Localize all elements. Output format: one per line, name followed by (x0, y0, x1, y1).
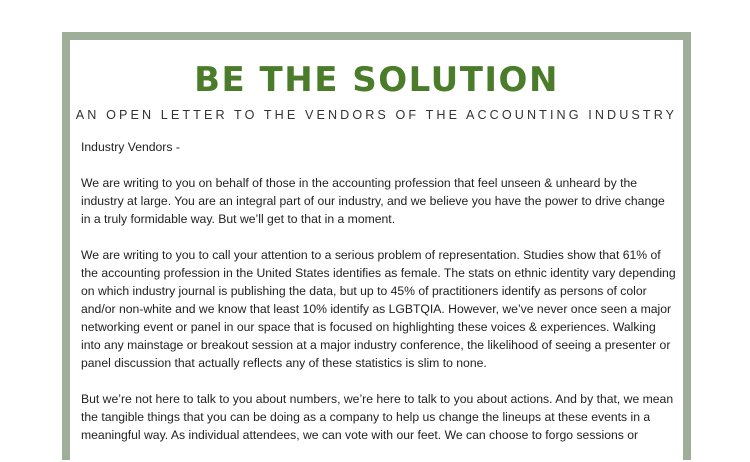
letter-subtitle: AN OPEN LETTER TO THE VENDORS OF THE ACCOUNTING INDUSTRY (75, 108, 678, 122)
paragraph-actions: But we’re not here to talk to you about numbers, we’re here to talk to you about actions. And by that, we mean the tangible things that you can be doing as a company to help us change the lineups at these events in a meaningful way. As individual attendees, we can vote with our feet. We can choose to forgo sessions or (81, 392, 674, 442)
letter-frame (62, 32, 691, 460)
paragraph-representation: We are writing to you to call your attention to a serious problem of representation. Studies show that 61% of the accounting profession in the United States identifies as female. The stats on ethnic identity vary depending on which industry journal is publishing the data, but up to 45% of practitioners identify as persons of color and/or non-white and we know that least 10% identify as LGBTQIA. However, we’ve never once seen a major networking event or panel in our space that is focused on highlighting these voices & experiences. Walking into any mainstage or breakout session at a major industry conference, the likelihood of seeing a presenter or panel discussion that actually reflects any of these statistics is slim to none. (81, 248, 676, 370)
paragraph-intro: We are writing to you on behalf of those in the accounting profession that feel unseen & unheard by the industry at large. You are an integral part of our industry, and we believe you have the power to drive change in a truly formidable way. But we’ll get to that in a moment. (81, 176, 665, 226)
salutation: Industry Vendors - (81, 140, 180, 154)
letter-body (81, 138, 677, 462)
letter-title: BE THE SOLUTION (194, 60, 559, 100)
